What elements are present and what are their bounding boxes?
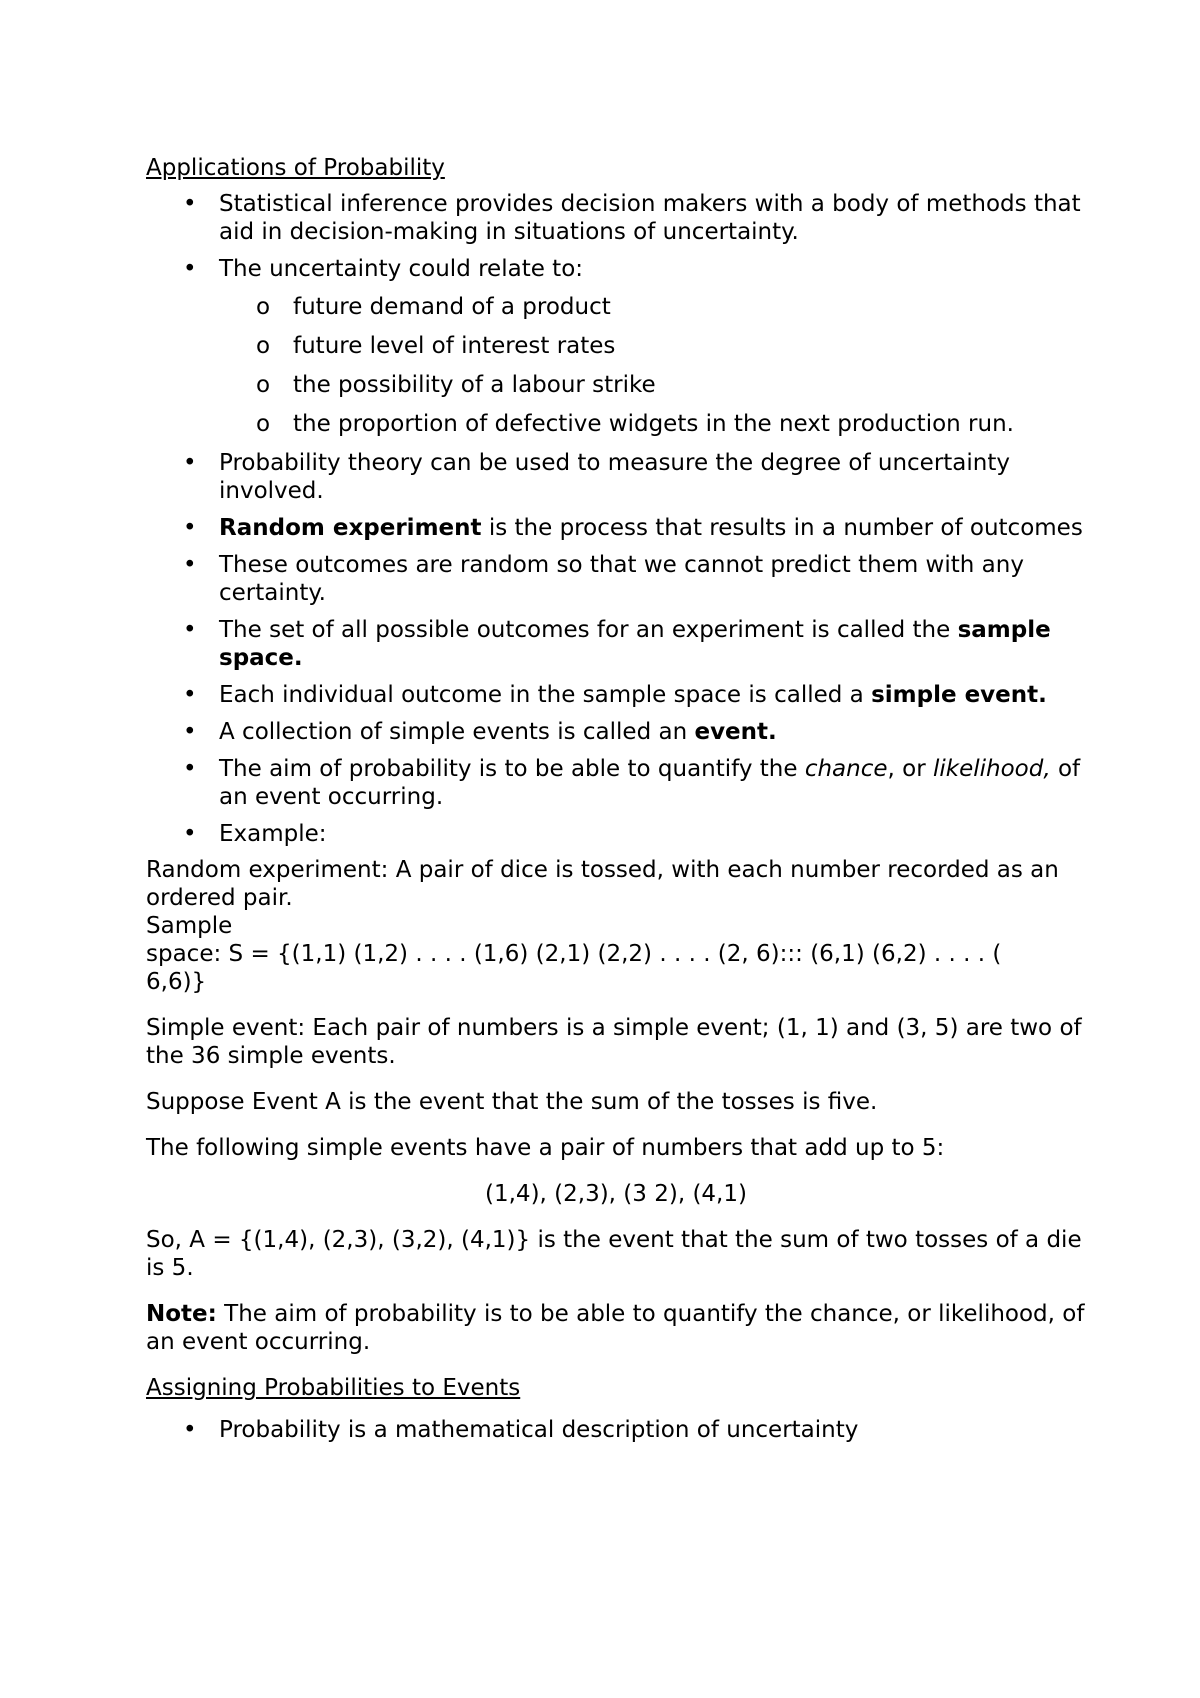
sub-bullet-item: o the proportion of defective widgets in the next production run. bbox=[219, 410, 1086, 438]
bullet-item: • The aim of probability is to be able to quantify the chance, or likelihood, of an event occurring. bbox=[146, 755, 1086, 811]
bullet-item: • The set of all possible outcomes for an experiment is called the sample space. bbox=[146, 616, 1086, 672]
bullet-item: • Random experiment is the process that results in a number of outcomes bbox=[146, 514, 1086, 542]
example-following: The following simple events have a pair of numbers that add up to 5: bbox=[146, 1135, 945, 1161]
bullet-item: • Each individual outcome in the sample space is called a simple event. bbox=[146, 681, 1086, 709]
example-suppose: Suppose Event A is the event that the sum of the tosses is five. bbox=[146, 1089, 878, 1115]
term-sample-space: sample space. bbox=[219, 617, 1051, 671]
term-random-experiment: Random experiment bbox=[219, 515, 482, 541]
example-sample-space-end: 6,6)} bbox=[146, 969, 207, 995]
note-label: Note: bbox=[146, 1301, 217, 1327]
bullet-list-applications bbox=[146, 190, 1086, 848]
sub-bullet-item: o future level of interest rates bbox=[219, 332, 1086, 360]
term-likelihood: likelihood, bbox=[933, 756, 1051, 782]
bullet-item: • A collection of simple events is called an event. bbox=[146, 718, 1086, 746]
sub-bullet-item: o future demand of a product bbox=[219, 293, 1086, 321]
example-so-a: So, A = {(1,4), (2,3), (3,2), (4,1)} is the event that the sum of two tosses of a die is 5. bbox=[146, 1227, 1082, 1281]
sub-bullet-list bbox=[219, 293, 1086, 438]
bullet-list-assigning bbox=[146, 1416, 1086, 1444]
example-random-experiment: Random experiment: A pair of dice is tossed, with each number recorded as an ordered pair. bbox=[146, 857, 1059, 911]
example-sample-label: Sample bbox=[146, 913, 233, 939]
term-event: event. bbox=[694, 719, 777, 745]
bullet-item: • Probability is a mathematical description of uncertainty bbox=[146, 1416, 1086, 1444]
document-body bbox=[146, 154, 1086, 1453]
bullet-item: • The uncertainty could relate to: o future demand of a product o future level of interest rates o the possibility of a labour strike o the proportion of defective widgets in the next production run. bbox=[146, 255, 1086, 438]
bullet-item: • Example: bbox=[146, 820, 1086, 848]
term-simple-event: simple event. bbox=[871, 682, 1047, 708]
bullet-item: • These outcomes are random so that we cannot predict them with any certainty. bbox=[146, 551, 1086, 607]
section-heading-assigning: Assigning Probabilities to Events bbox=[146, 1375, 521, 1401]
note-paragraph: Note: The aim of probability is to be able to quantify the chance, or likelihood, of an event occurring. bbox=[146, 1301, 1085, 1355]
term-chance: chance bbox=[804, 756, 888, 782]
example-simple-event: Simple event: Each pair of numbers is a simple event; (1, 1) and (3, 5) are two of the 36 simple events. bbox=[146, 1015, 1082, 1069]
bullet-item: • Probability theory can be used to measure the degree of uncertainty involved. bbox=[146, 449, 1086, 505]
example-sample-space: space: S = {(1,1) (1,2) . . . . (1,6) (2,1) (2,2) . . . . (2, 6)::: (6,1) (6,2) . . . . ( bbox=[146, 941, 1002, 967]
example-pairs: (1,4), (2,3), (3 2), (4,1) bbox=[485, 1181, 747, 1207]
section-heading-applications: Applications of Probability bbox=[146, 155, 445, 181]
bullet-item: • Statistical inference provides decision makers with a body of methods that aid in decision-making in situations of uncertainty. bbox=[146, 190, 1086, 246]
sub-bullet-item: o the possibility of a labour strike bbox=[219, 371, 1086, 399]
